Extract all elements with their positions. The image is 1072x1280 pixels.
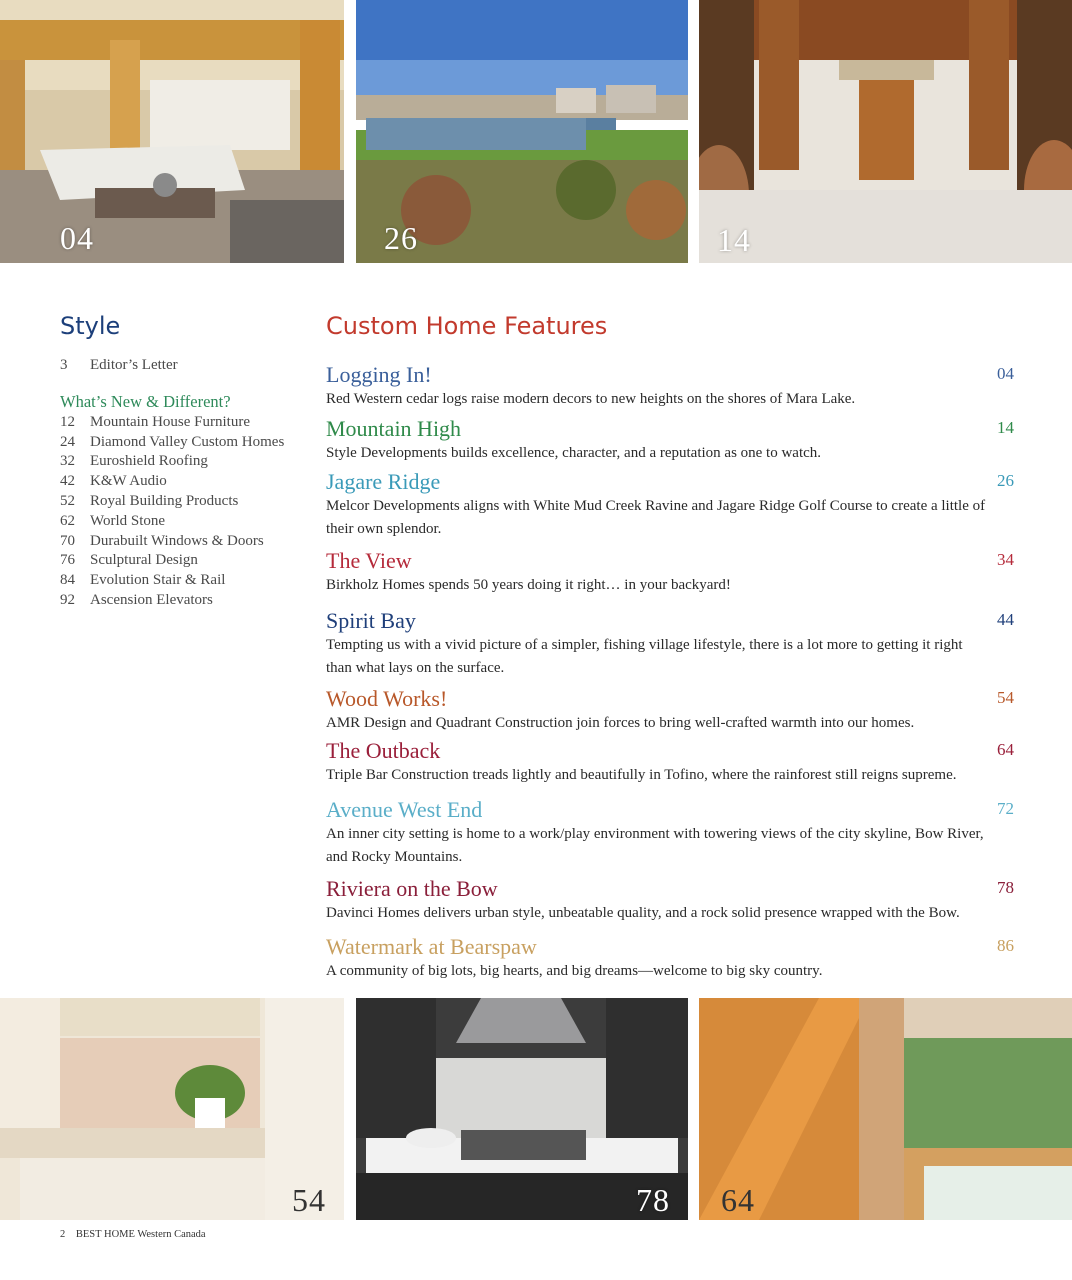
photo-dark-kitchen[interactable] [356, 998, 688, 1220]
feature-item[interactable] [326, 876, 1014, 925]
feature-item[interactable] [326, 934, 1014, 983]
feature-title: The Outback [326, 738, 441, 763]
features-section-title: Custom Home Features [326, 312, 608, 340]
list-item[interactable]: 84 Evolution Stair & Rail [60, 572, 226, 589]
page-footer [60, 1229, 206, 1240]
whats-new-heading: What’s New & Different? [60, 391, 231, 411]
photo-page-number: 78 [636, 1182, 670, 1218]
timber-entry-image [699, 0, 1072, 263]
feature-title: Spirit Bay [326, 608, 416, 633]
feature-title: Logging In! [326, 362, 432, 387]
feature-description: AMR Design and Quadrant Construction join forces to bring well-crafted warmth into our homes. [326, 715, 915, 731]
editors-letter-item[interactable] [60, 356, 310, 376]
feature-page: 54 [997, 688, 1014, 707]
feature-title: Jagare Ridge [326, 469, 441, 494]
photo-log-living-room[interactable] [0, 0, 344, 263]
feature-page: 44 [997, 610, 1014, 629]
list-item[interactable]: 12 Mountain House Furniture [60, 413, 250, 430]
list-item[interactable]: 52 Royal Building Products [60, 492, 239, 509]
feature-description: Davinci Homes delivers urban style, unbeatable quality, and a rock solid presence wrapped with the Bow. [326, 905, 960, 921]
photo-page-number: 14 [717, 222, 751, 258]
footer-page-number: 2 [60, 1229, 66, 1240]
feature-page: 72 [997, 799, 1014, 818]
feature-page: 04 [997, 364, 1014, 383]
photo-page-number: 04 [60, 220, 94, 256]
style-list [60, 356, 310, 611]
feature-page: 78 [997, 878, 1014, 897]
feature-title: Watermark at Bearspaw [326, 934, 537, 959]
feature-page: 86 [997, 936, 1014, 955]
list-item[interactable]: 24 Diamond Valley Custom Homes [60, 433, 285, 450]
photo-page-number: 64 [721, 1182, 755, 1218]
feature-title: The View [326, 548, 412, 573]
list-item[interactable]: 70 Durabuilt Windows & Doors [60, 532, 264, 549]
style-section-title: Style [60, 312, 121, 340]
list-item[interactable]: 92 Ascension Elevators [60, 591, 213, 608]
feature-description: Red Western cedar logs raise modern decors to new heights on the shores of Mara Lake. [326, 391, 856, 407]
feature-item[interactable] [326, 416, 1014, 465]
feature-item[interactable] [326, 686, 1014, 735]
feature-description: A community of big lots, big hearts, and big dreams—welcome to big sky country. [326, 963, 823, 979]
feature-item[interactable] [326, 797, 1014, 869]
feature-item[interactable] [326, 548, 1014, 597]
item-label: Editor’s Letter [90, 357, 178, 373]
item-page: 3 [60, 357, 68, 373]
feature-description: Triple Bar Construction treads lightly and beautifully in Tofino, where the rainforest still reigns supreme. [326, 767, 957, 783]
feature-title: Riviera on the Bow [326, 876, 498, 901]
feature-title: Wood Works! [326, 686, 448, 711]
feature-description: Melcor Developments aligns with White Mud Creek Ravine and Jagare Ridge Golf Course to create a little of their own splendor. [326, 498, 986, 537]
photo-lake-homes[interactable] [356, 0, 688, 263]
feature-description: Tempting us with a vivid picture of a simpler, fishing village lifestyle, there is a lot more to getting it right than what lays on the surface. [326, 637, 963, 676]
list-item[interactable]: 62 World Stone [60, 512, 166, 529]
photo-stair-kitchen[interactable] [699, 998, 1072, 1220]
list-item[interactable]: 42 K&W Audio [60, 473, 167, 490]
list-item[interactable]: 76 Sculptural Design [60, 552, 198, 569]
feature-item[interactable] [326, 738, 1014, 787]
feature-description: Birkholz Homes spends 50 years doing it right… in your backyard! [326, 577, 731, 593]
feature-description: An inner city setting is home to a work/play environment with towering views of the city skyline, Bow River, and Rocky Mountains. [326, 826, 984, 865]
feature-description: Style Developments builds excellence, character, and a reputation as one to watch. [326, 445, 822, 461]
feature-page: 34 [997, 550, 1014, 569]
photo-timber-entry[interactable] [699, 0, 1072, 263]
footer-publication: BEST HOME Western Canada [75, 1229, 206, 1240]
feature-page: 26 [997, 471, 1014, 490]
photo-page-number: 54 [292, 1182, 326, 1218]
photo-page-number: 26 [384, 220, 418, 256]
list-item[interactable]: 32 Euroshield Roofing [60, 453, 208, 470]
feature-item[interactable] [326, 469, 1014, 541]
feature-item[interactable] [326, 608, 1014, 680]
photo-white-kitchen[interactable] [0, 998, 344, 1220]
feature-title: Mountain High [326, 416, 462, 441]
feature-item[interactable] [326, 362, 1014, 411]
log-living-room-image [0, 0, 344, 263]
feature-title: Avenue West End [326, 797, 483, 822]
feature-page: 14 [997, 418, 1014, 437]
feature-page: 64 [997, 740, 1014, 759]
